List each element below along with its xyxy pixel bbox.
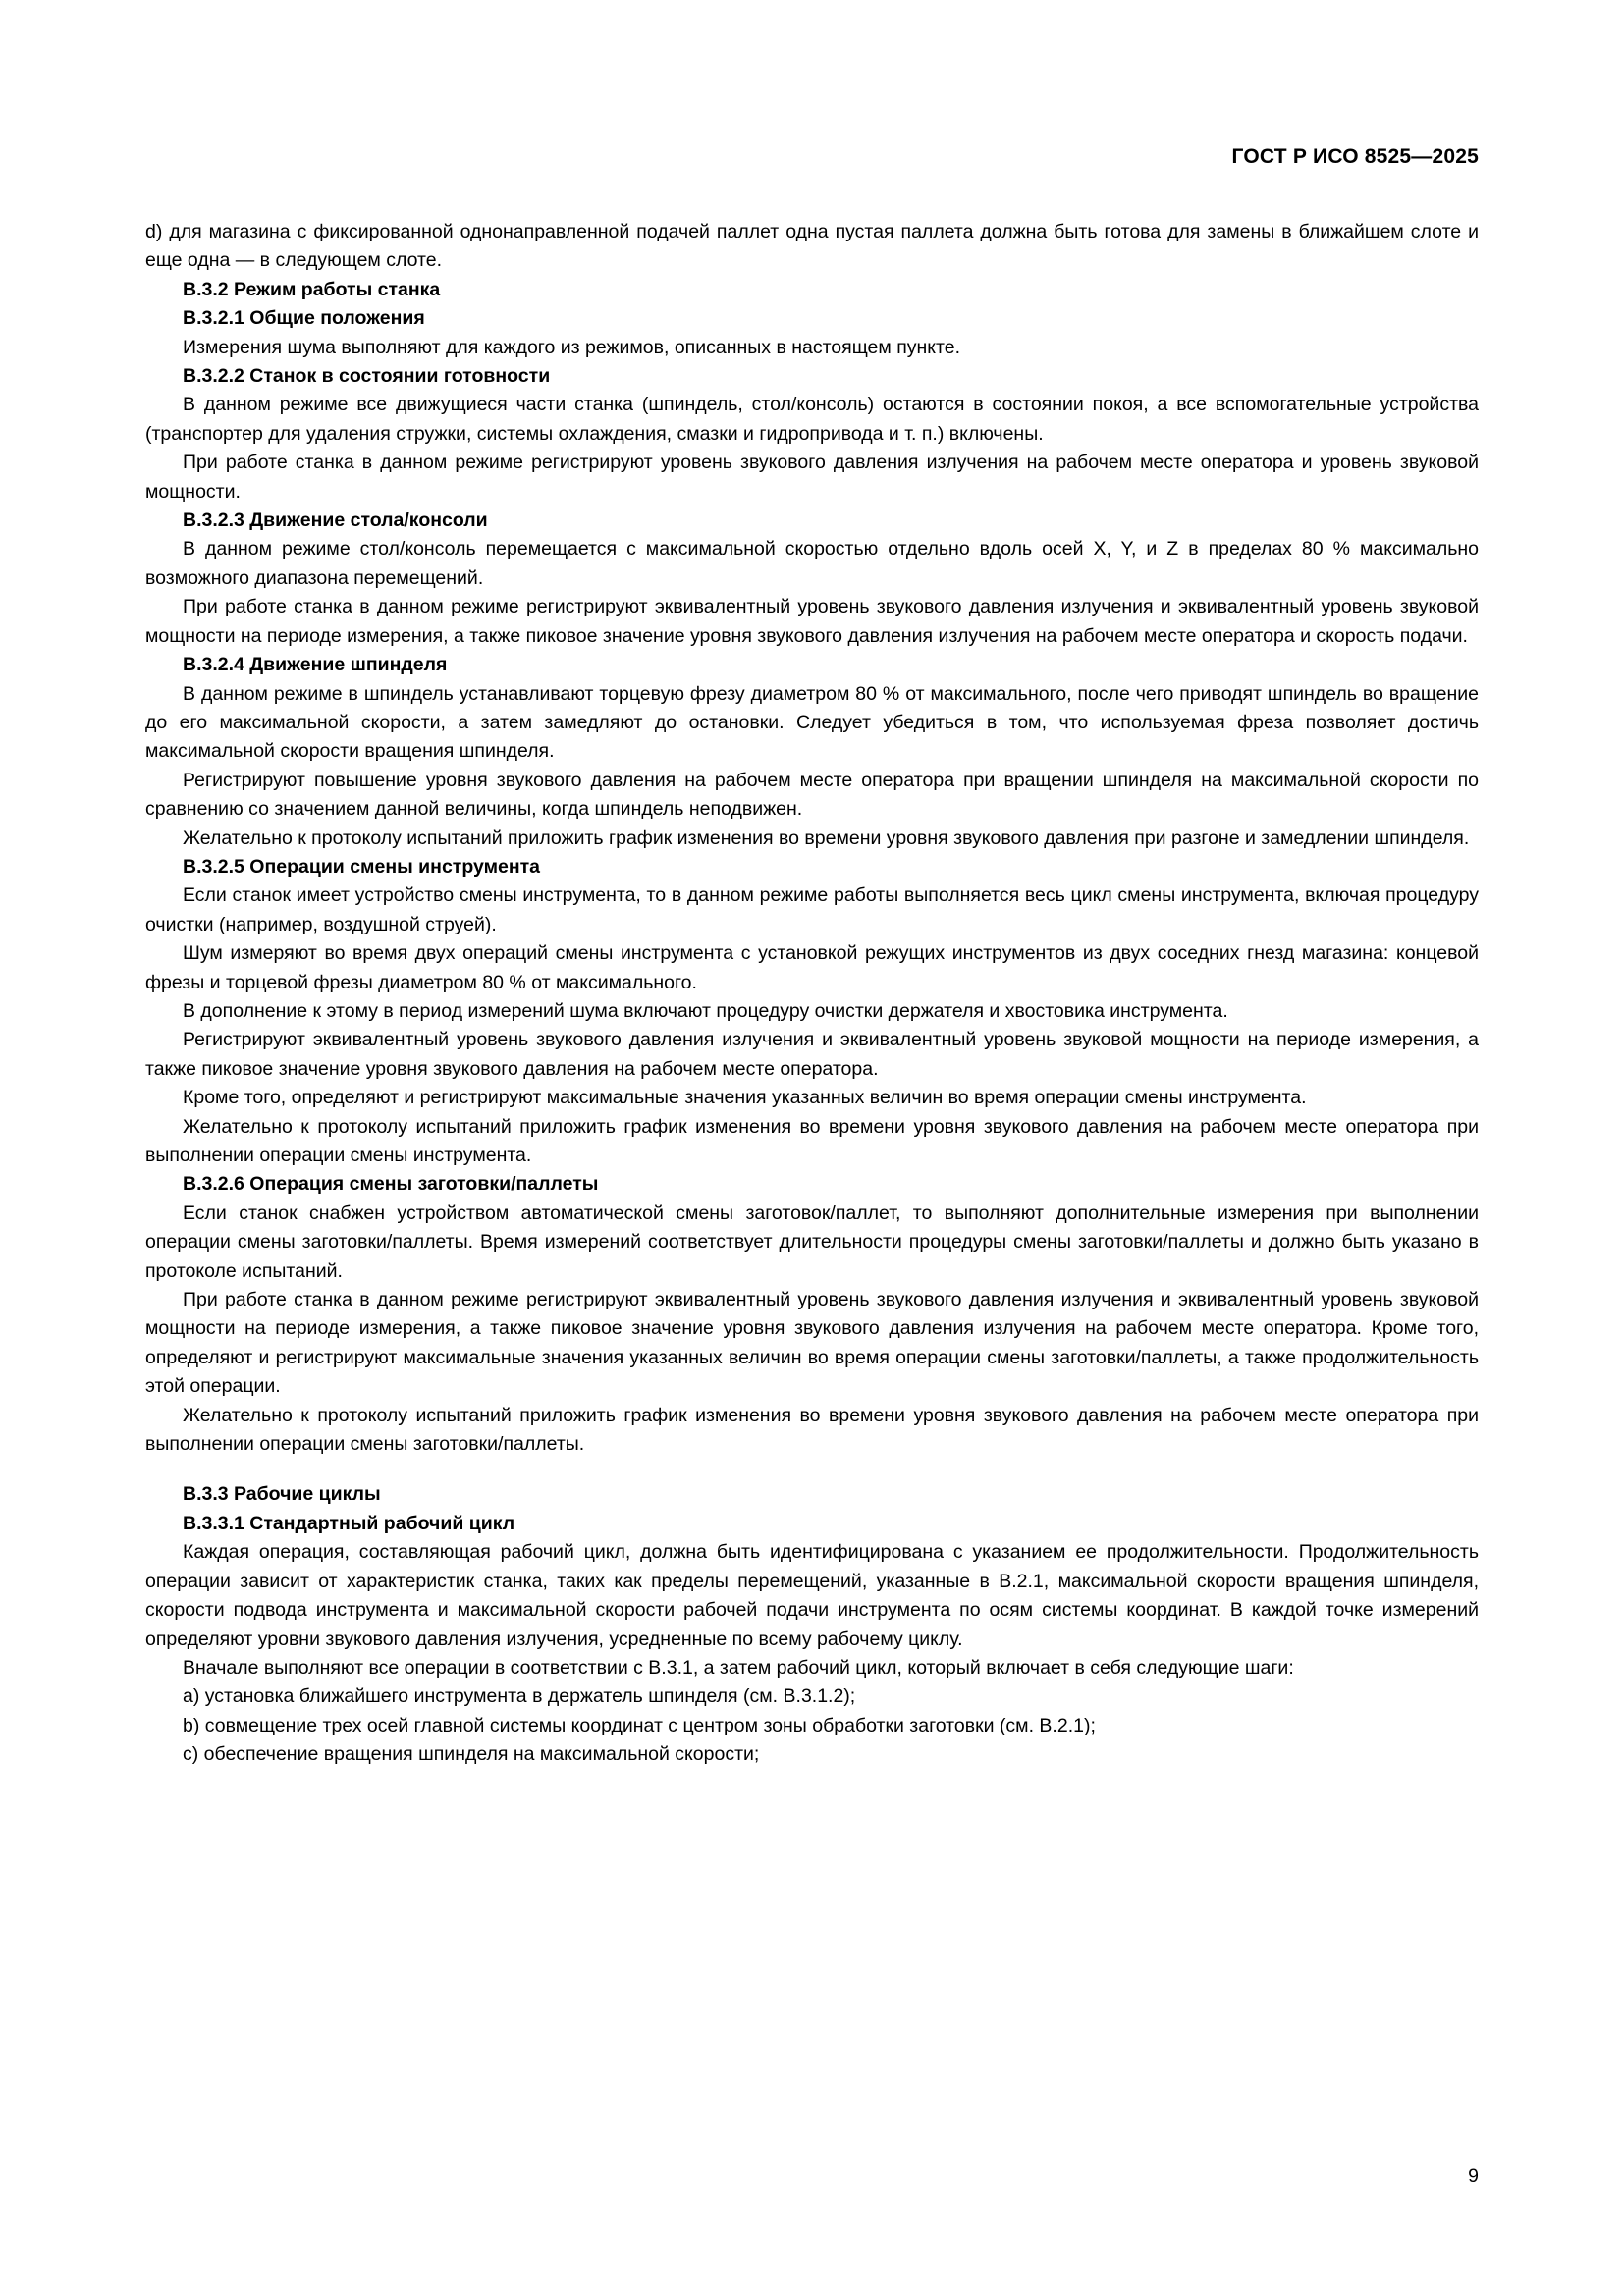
paragraph-b-3-2-5-4: Регистрируют эквивалентный уровень звукового давления излучения и эквивалентный уровень звуковой мощности на периоде измерения, а также пиковое значение уровня звукового давления на рабочем месте оператора. bbox=[145, 1029, 1479, 1080]
document-body bbox=[145, 218, 1479, 1770]
paragraph-b-3-2-6-1: Если станок снабжен устройством автоматической смены заготовок/паллет, то выполняют дополнительные измерения при выполнении операции смены заготовки/паллеты. Время измерений соответствует длительности процедуры смены заготовки/паллеты и должно быть указано в протоколе испытаний. bbox=[145, 1201, 1479, 1282]
paragraph-b-3-2-1-1: Измерения шума выполняют для каждого из режимов, описанных в настоящем пункте. bbox=[183, 336, 961, 358]
paragraph-b-3-3-1-1: Каждая операция, составляющая рабочий цикл, должна быть идентифицирована с указанием ее продолжительности. Продолжительность операции зависит от характеристик станка, таких как пределы перемещений, указанные в В.2.1, максимальной скорости вращения шпинделя, скорости подвода инструмента и максимальной скорости рабочей подачи инструмента по осям системы координат. В каждой точке измерений определяют уровни звукового давления излучения, усредненные по всему рабочему циклу. bbox=[145, 1541, 1479, 1650]
list-item-a: a) установка ближайшего инструмента в держатель шпинделя (см. В.3.1.2); bbox=[183, 1685, 856, 1708]
heading-b-3-2: В.3.2 Режим работы станка bbox=[183, 278, 441, 300]
heading-b-3-2-6: В.3.2.6 Операция смены заготовки/паллеты bbox=[183, 1173, 599, 1196]
paragraph-b-3-2-6-3: Желательно к протоколу испытаний приложить график изменения во времени уровня звукового давления на рабочем месте оператора при выполнении операции смены заготовки/паллеты. bbox=[145, 1404, 1479, 1456]
paragraph-b-3-2-4-2: Регистрируют повышение уровня звукового давления на рабочем месте оператора при вращении шпинделя на максимальной скорости по сравнению со значением данной величины, когда шпиндель неподвижен. bbox=[145, 769, 1479, 821]
section-spacer bbox=[145, 1459, 1479, 1480]
paragraph-b-3-3-1-2: Вначале выполняют все операции в соответствии с В.3.1, а затем рабочий цикл, который включает в себя следующие шаги: bbox=[183, 1656, 1294, 1679]
paragraph-item-d: d) для магазина с фиксированной однонаправленной подачей паллет одна пустая паллета должна быть готова для замены в ближайшем слоте и еще одна — в следующем слоте. bbox=[145, 221, 1479, 272]
heading-b-3-3-1: В.3.3.1 Стандартный рабочий цикл bbox=[183, 1512, 515, 1534]
list-item-b: b) совмещение трех осей главной системы координат с центром зоны обработки заготовки (см. В.2.1); bbox=[183, 1714, 1096, 1736]
paragraph-b-3-2-3-1: В данном режиме стол/консоль перемещается с максимальной скоростью отдельно вдоль осей X, Y, и Z в пределах 80 % максимально возможного диапазона перемещений. bbox=[145, 538, 1479, 589]
paragraph-b-3-2-4-3: Желательно к протоколу испытаний приложить график изменения во времени уровня звукового давления при разгоне и замедлении шпинделя. bbox=[183, 827, 1470, 849]
paragraph-b-3-2-5-6: Желательно к протоколу испытаний приложить график изменения во времени уровня звукового давления на рабочем месте оператора при выполнении операции смены инструмента. bbox=[145, 1115, 1479, 1166]
heading-b-3-2-5: В.3.2.5 Операции смены инструмента bbox=[183, 855, 541, 878]
paragraph-b-3-2-3-2: При работе станка в данном режиме регистрируют эквивалентный уровень звукового давления излучения и эквивалентный уровень звуковой мощности на периоде измерения, а также пиковое значение уровня звукового давления излучения на рабочем месте оператора и скорость подачи. bbox=[145, 596, 1479, 647]
heading-b-3-3: В.3.3 Рабочие циклы bbox=[183, 1483, 381, 1506]
heading-b-3-2-2: В.3.2.2 Станок в состоянии готовности bbox=[183, 365, 551, 388]
paragraph-b-3-2-5-1: Если станок имеет устройство смены инструмента, то в данном режиме работы выполняется весь цикл смены инструмента, включая процедуру очистки (например, воздушной струей). bbox=[145, 884, 1479, 935]
paragraph-b-3-2-6-2: При работе станка в данном режиме регистрируют эквивалентный уровень звукового давления излучения и эквивалентный уровень звуковой мощности на периоде измерения, а также пиковое значение уровня звукового давления излучения на рабочем месте оператора. Кроме того, определяют и регистрируют максимальные значения указанных величин во время операции смены заготовки/паллеты, а также продолжительность этой операции. bbox=[145, 1289, 1479, 1398]
page-header: ГОСТ Р ИСО 8525—2025 bbox=[1231, 145, 1479, 168]
paragraph-b-3-2-2-1: В данном режиме все движущиеся части станка (шпиндель, стол/консоль) остаются в состоянии покоя, а все вспомогательные устройства (транспортер для удаления стружки, системы охлаждения, смазки и гидропривода и т. п.) включены. bbox=[145, 394, 1479, 445]
heading-b-3-2-1: В.3.2.1 Общие положения bbox=[183, 307, 425, 330]
paragraph-b-3-2-5-5: Кроме того, определяют и регистрируют максимальные значения указанных величин во время операции смены инструмента. bbox=[183, 1087, 1307, 1109]
paragraph-b-3-2-5-2: Шум измеряют во время двух операций смены инструмента с установкой режущих инструментов из двух соседних гнезд магазина: концевой фрезы и торцевой фрезы диаметром 80 % от максимального. bbox=[145, 942, 1479, 993]
list-item-c: c) обеспечение вращения шпинделя на максимальной скорости; bbox=[183, 1743, 760, 1766]
paragraph-b-3-2-2-2: При работе станка в данном режиме регистрируют уровень звукового давления излучения на рабочем месте оператора и уровень звуковой мощности. bbox=[145, 452, 1479, 503]
page-number: 9 bbox=[1468, 2165, 1479, 2187]
heading-b-3-2-3: В.3.2.3 Движение стола/консоли bbox=[183, 509, 488, 532]
paragraph-b-3-2-5-3: В дополнение к этому в период измерений шума включают процедуру очистки держателя и хвостовика инструмента. bbox=[183, 999, 1228, 1022]
heading-b-3-2-4: В.3.2.4 Движение шпинделя bbox=[183, 654, 448, 676]
paragraph-b-3-2-4-1: В данном режиме в шпиндель устанавливают торцевую фрезу диаметром 80 % от максимального, после чего приводят шпиндель во вращение до его максимальной скорости, а затем замедляют до остановки. Следует убедиться в том, что используемая фреза позволяет достичь максимальной скорости вращения шпинделя. bbox=[145, 682, 1479, 763]
